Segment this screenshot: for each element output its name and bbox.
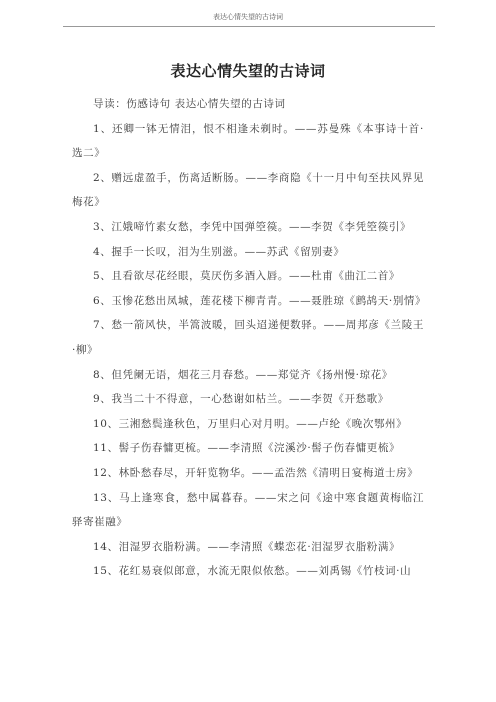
header-divider [63, 26, 435, 27]
poem-line-5: 5、且看欲尽花经眼，莫厌伤多酒入唇。——杜甫《曲江二首》 [93, 270, 400, 283]
poem-line-11: 11、髻子伤春慵更梳。——李清照《浣溪沙·髻子伤春慵更梳》 [93, 442, 401, 455]
poem-line-10: 10、三湘愁鬓逢秋色，万里归心对月明。——卢纶《晚次鄂州》 [93, 417, 408, 430]
poem-line-1: 1、还卿一钵无情泪，恨不相逢未剃时。——苏曼殊《本事诗十首·选二》 [72, 122, 424, 160]
poem-line-2: 2、赠远虚盈手，伤离适断肠。——李商隐《十一月中旬至扶风界见梅花》 [72, 171, 424, 209]
poem-line-4: 4、握手一长叹，泪为生别滋。——苏武《留别妻》 [93, 245, 345, 258]
poem-line-8: 8、但凭阑无语，烟花三月春愁。——郑觉齐《扬州慢·琼花》 [93, 368, 393, 381]
document-body [72, 92, 427, 584]
document-title: 表达心情失望的古诗词 [170, 62, 326, 80]
page-header: 表达心情失望的古诗词 [213, 13, 283, 21]
poem-line-13: 13、马上逢寒食，愁中属暮春。——宋之问《途中寒食题黄梅临江驿寄崔融》 [72, 491, 424, 529]
poem-line-15: 15、花红易衰似郎意，水流无限似侬愁。——刘禹锡《竹枝词·山 [93, 565, 412, 578]
poem-line-9: 9、我当二十不得意，一心愁谢如枯兰。——李贺《开愁歌》 [93, 393, 389, 406]
poem-line-14: 14、泪湿罗衣脂粉满。——李清照《蝶恋花·泪湿罗衣脂粉满》 [93, 540, 401, 553]
poem-line-3: 3、江娥啼竹素女愁，李凭中国弹箜篌。——李贺《李凭箜篌引》 [93, 220, 412, 233]
poem-line-6: 6、玉惨花愁出凤城，莲花楼下柳青青。——聂胜琼《鹧鸪天·别情》 [93, 294, 427, 307]
poem-line-7: 7、愁一箭风快，半篙波暖，回头迢递便数驿。——周邦彦《兰陵王·柳》 [72, 319, 424, 356]
intro-paragraph: 导读：伤感诗句 表达心情失望的古诗词 [93, 98, 286, 110]
poem-line-12: 12、林卧愁春尽，开轩览物华。——孟浩然《清明日宴梅道士房》 [93, 466, 419, 479]
